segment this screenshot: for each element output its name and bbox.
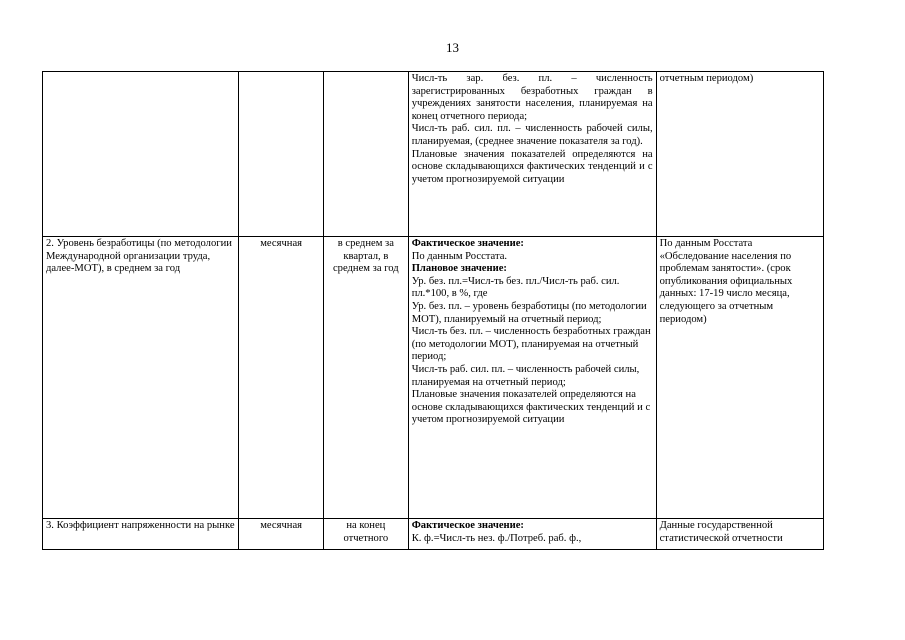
method-line: Плановые значения показателей определяются на основе складывающихся фактических тенденций и с учетом прогнозируемой ситуации bbox=[411, 148, 653, 185]
method-line: Числ-ть раб. сил. пл. – численность рабочей силы, планируемая на отчетный период; bbox=[411, 363, 640, 388]
method-line: Плановые значения показателей определяются на основе складывающихся фактических тенденций и с учетом прогнозируемой ситуации bbox=[411, 389, 651, 426]
periodicity-cell bbox=[239, 72, 324, 237]
source-cell: По данным Росстата «Обследование населения по проблемам занятости». (срок опубликования официальных данных: 17-19 число месяца, следующего за отчетным периодом) bbox=[656, 237, 823, 519]
method-line: К. ф.=Числ-ть нез. ф./Потреб. раб. ф., bbox=[411, 532, 582, 544]
source-cell: отчетным периодом) bbox=[656, 72, 823, 237]
indicator-cell: 3. Коэффициент напряженности на рынке bbox=[43, 519, 239, 550]
method-line: Числ-ть без. пл. – численность безработных граждан (по методологии МОТ), планируемая на отчетный период; bbox=[411, 326, 651, 363]
page-number: 13 bbox=[446, 40, 459, 55]
table-row bbox=[43, 519, 824, 550]
indicator-cell bbox=[43, 72, 239, 237]
method-cell bbox=[408, 519, 656, 550]
periodicity-cell: месячная bbox=[239, 237, 324, 519]
method-heading: Фактическое значение: bbox=[411, 520, 524, 531]
calc-period-cell: на конец отчетного bbox=[323, 519, 408, 550]
table-row bbox=[43, 72, 824, 237]
method-line: Числ-ть раб. сил. пл. – численность рабочей силы, планируемая, (среднее значение показателя за год). bbox=[411, 123, 653, 147]
method-heading: Фактическое значение: bbox=[411, 238, 524, 249]
indicator-cell: 2. Уровень безработицы (по методологии Международной организации труда, далее-МОТ), в среднем за год bbox=[43, 237, 239, 519]
method-line: Ур. без. пл.=Числ-ть без. пл./Числ-ть раб. сил. пл.*100, в %, где bbox=[411, 275, 620, 300]
indicators-table bbox=[42, 71, 824, 550]
source-cell: Данные государственной статистической отчетности bbox=[656, 519, 823, 550]
method-line: По данным Росстата. bbox=[411, 250, 508, 262]
method-cell bbox=[408, 72, 656, 237]
periodicity-cell: месячная bbox=[239, 519, 324, 550]
calc-period-cell bbox=[323, 72, 408, 237]
table-row bbox=[43, 237, 824, 519]
calc-period-cell: в среднем за квартал, в среднем за год bbox=[323, 237, 408, 519]
method-line: Числ-ть зар. без. пл. – численность зарегистрированных безработных граждан в учреждениях занятости населения, планируемая на конец отчетного периода; bbox=[411, 73, 653, 122]
method-heading: Плановое значение: bbox=[411, 263, 507, 275]
method-line: Ур. без. пл. – уровень безработицы (по методологии МОТ), планируемый на отчетный период; bbox=[411, 300, 647, 325]
method-cell bbox=[408, 237, 656, 519]
